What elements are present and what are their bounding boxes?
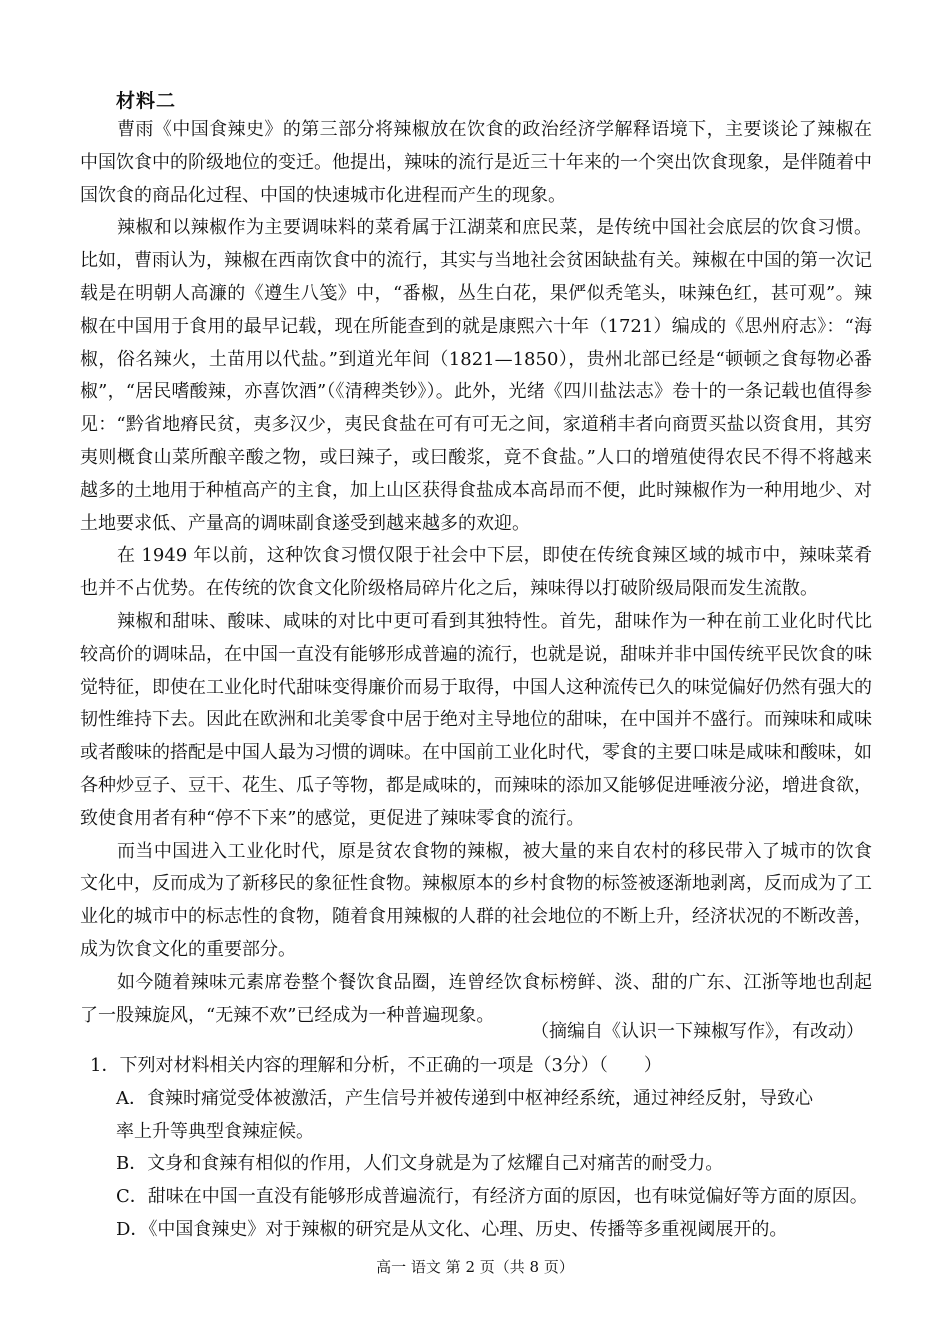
paragraph: 在 1949 年以前，这种饮食习惯仅限于社会中下层，即使在传统食辣区域的城市中，辣味菜肴也并不占优势。在传统的饮食文化阶级格局碎片化之后，辣味得以打破阶级局限而发生流散。 <box>80 545 872 600</box>
section-title: 材料二 <box>116 90 177 112</box>
option-label: B． <box>116 1153 148 1175</box>
option-label: C． <box>116 1186 148 1208</box>
question-stem: 1．下列对材料相关内容的理解和分析，不正确的一项是（3分）（ ） <box>90 1055 662 1076</box>
paragraph: 辣椒和以辣椒作为主要调味料的菜肴属于江湖菜和庶民菜，是传统中国社会底层的饮食习惯。比如，曹雨认为，辣椒在西南饮食中的流行，其实与当地社会贫困缺盐有关。辣椒在中国的第一次记载是在明朝人高濂的《遵生八笺》中，“番椒，丛生白花，果俨似秃笔头，味辣色红，甚可观”。辣椒在中国用于食用的最早记载，现在所能查到的就是康熙六十年（1721）编成的《思州府志》：“海椒，俗名辣火，土苗用以代盐。”到道光年间（1821—1850），贵州北部已经是“顿顿之食每物必番椒”，“居民嗜酸辣，亦喜饮酒”（《清稗类钞》）。此外，光绪《四川盐法志》卷十的一条记载也值得参见：“黔省地瘠民贫，夷多汉少，夷民食盐在可有可无之间，家道稍丰者向商贾买盐以资食用，其穷夷则概食山菜所酿辛酸之物，或曰辣子，或曰酸浆，竟不食盐。”人口的增殖使得农民不得不将越来越多的土地用于种植高产的主食，加上山区获得食盐成本高昂而不便，此时辣椒作为一种用地少、对土地要求低、产量高的调味副食遂受到越来越多的欢迎。 <box>80 217 872 534</box>
option-label: D． <box>116 1218 149 1240</box>
option-b[interactable] <box>90 1148 890 1181</box>
question-1 <box>90 1050 890 1247</box>
option-d[interactable] <box>90 1214 890 1247</box>
option-text: 《中国食辣史》对于辣椒的研究是从文化、心理、历史、传播等多重视阈展开的。 <box>148 1218 788 1240</box>
article-body <box>80 114 872 1032</box>
option-text: 甜味在中国一直没有能够形成普遍流行，有经济方面的原因，也有味觉偏好等方面的原因。 <box>147 1186 868 1208</box>
option-a[interactable] <box>90 1083 890 1149</box>
source-citation: （摘编自《认识一下辣椒写作》，有改动） <box>531 1021 864 1042</box>
option-text: 文身和食辣有相似的作用，人们文身就是为了炫耀自己对痛苦的耐受力。 <box>147 1153 724 1175</box>
paragraph: 辣椒和甜味、酸味、咸味的对比中更可看到其独特性。首先，甜味作为一种在前工业化时代比较高价的调味品，在中国一直没有能够形成普遍的流行，也就是说，甜味并非中国传统平民饮食的味觉特征，即使在工业化时代甜味变得廉价而易于取得，中国人这种流传已久的味觉偏好仍然有强大的韧性维持下去。因此在欧洲和北美零食中居于绝对主导地位的甜味，在中国并不盛行。而辣味和咸味或者酸味的搭配是中国人最为习惯的调味。在中国前工业化时代，零食的主要口味是咸味和酸味，如各种炒豆子、豆干、花生、瓜子等物，都是咸味的，而辣味的添加又能够促进唾液分泌，增进食欲，致使食用者有种“停不下来”的感觉，更促进了辣味零食的流行。 <box>80 610 872 829</box>
option-label: A． <box>116 1087 147 1109</box>
option-text: 食辣时痛觉受体被激活，产生信号并被传递到中枢神经系统，通过神经反射，导致心 <box>147 1087 813 1109</box>
paragraph: 如今随着辣味元素席卷整个餐饮食品圈，连曾经饮食标榜鲜、淡、甜的广东、江浙等地也刮起了一股辣旋风，“无辣不欢”已经成为一种普遍现象。 <box>80 971 872 1026</box>
paragraph: 曹雨《中国食辣史》的第三部分将辣椒放在饮食的政治经济学解释语境下，主要谈论了辣椒在中国饮食中的阶级地位的变迁。他提出，辣味的流行是近三十年来的一个突出饮食现象，是伴随着中国饮食的商品化过程、中国的快速城市化进程而产生的现象。 <box>80 119 872 206</box>
option-text-continued: 率上升等典型食辣症候。 <box>116 1120 314 1142</box>
option-c[interactable] <box>90 1181 890 1214</box>
page-footer: 高一 语文 第 2 页（共 8 页） <box>376 1258 574 1276</box>
paragraph: 而当中国进入工业化时代，原是贫农食物的辣椒，被大量的来自农村的移民带入了城市的饮食文化中，反而成为了新移民的象征性食物。辣椒原本的乡村食物的标签被逐渐地剥离，反而成为了工业化的城市中的标志性的食物，随着食用辣椒的人群的社会地位的不断上升，经济状况的不断改善，成为饮食文化的重要部分。 <box>80 840 872 960</box>
